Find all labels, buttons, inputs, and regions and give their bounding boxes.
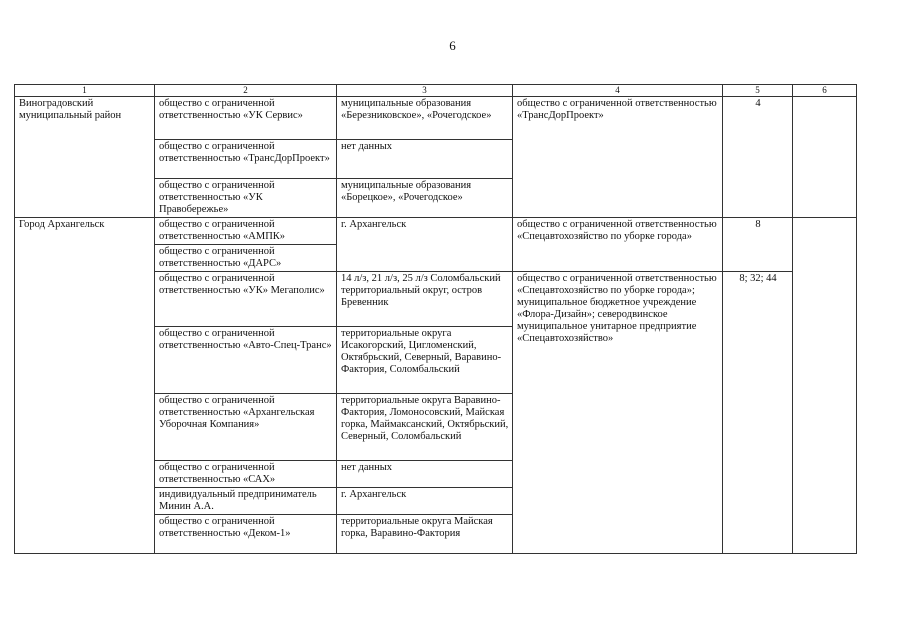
page-number: 6 <box>449 38 456 53</box>
carrier-cell: общество с ограниченной ответственностью «ТрансДорПроект» <box>513 97 723 218</box>
column-header: 3 <box>337 85 513 97</box>
column-header: 2 <box>155 85 337 97</box>
column-header: 1 <box>15 85 155 97</box>
territory-cell: территориальные округа Варавино-Фактория, Ломоносовский, Майская горка, Маймаксанский, Октябрьский, Северный, Соломбальский <box>337 394 513 461</box>
number-cell: 8 <box>723 218 793 272</box>
column-header: 4 <box>513 85 723 97</box>
operator-cell: общество с ограниченной ответственностью «Архангельская Уборочная Компания» <box>155 394 337 461</box>
carrier-cell: общество с ограниченной ответственностью «Спецавтохозяйство по уборке города» <box>513 218 723 272</box>
operator-cell: индивидуальный предприниматель Минин А.А. <box>155 488 337 515</box>
table-row <box>15 218 857 245</box>
column-header: 6 <box>793 85 857 97</box>
territory-cell: муниципальные образования «Борецкое», «Рочегодское» <box>337 179 513 218</box>
territory-cell: нет данных <box>337 140 513 179</box>
operator-cell: общество с ограниченной ответственностью «АМПК» <box>155 218 337 245</box>
empty-cell <box>793 218 857 554</box>
operator-cell: общество с ограниченной ответственностью «УК Сервис» <box>155 97 337 140</box>
number-cell: 4 <box>723 97 793 218</box>
operator-cell: общество с ограниченной ответственностью «ДАРС» <box>155 245 337 272</box>
table-row <box>15 97 857 140</box>
territory-cell: 14 л/з, 21 л/з, 25 л/з Соломбальский территориальный округ, остров Бревенник <box>337 272 513 327</box>
operator-cell: общество с ограниченной ответственностью «Авто-Спец-Транс» <box>155 327 337 394</box>
carrier-cell: общество с ограниченной ответственностью «Спецавтохозяйство по уборке города»; муниципальное бюджетное учреждение «Флора-Дизайн»; северодвинское муниципальное унитарное предприятие «Спецавтохозяйство» <box>513 272 723 554</box>
operator-cell: общество с ограниченной ответственностью «САХ» <box>155 461 337 488</box>
column-header: 5 <box>723 85 793 97</box>
district-cell: Город Архангельск <box>15 218 155 554</box>
operator-cell: общество с ограниченной ответственностью «ТрансДорПроект» <box>155 140 337 179</box>
operator-cell: общество с ограниченной ответственностью «УК Правобережье» <box>155 179 337 218</box>
territory-cell: нет данных <box>337 461 513 488</box>
territory-cell: территориальные округа Исакогорский, Цигломенский, Октябрьский, Северный, Варавино-Фактория, Соломбальский <box>337 327 513 394</box>
territory-cell: муниципальные образования «Березниковское», «Рочегодское» <box>337 97 513 140</box>
territory-cell: г. Архангельск <box>337 488 513 515</box>
territory-cell: территориальные округа Майская горка, Варавино-Фактория <box>337 515 513 554</box>
empty-cell <box>793 97 857 218</box>
operator-cell: общество с ограниченной ответственностью «УК» Мегаполис» <box>155 272 337 327</box>
operators-table <box>14 84 857 554</box>
operator-cell: общество с ограниченной ответственностью «Деком-1» <box>155 515 337 554</box>
district-cell: Виноградовский муниципальный район <box>15 97 155 218</box>
table-header-row <box>15 85 857 97</box>
territory-cell: г. Архангельск <box>337 218 513 272</box>
number-cell: 8; 32; 44 <box>723 272 793 554</box>
